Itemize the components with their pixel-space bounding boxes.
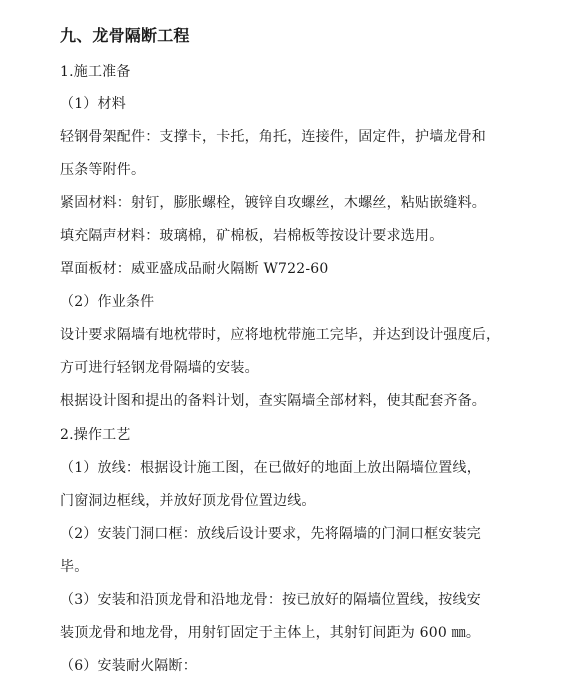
item-title-conditions: （2）作业条件 [60, 294, 155, 310]
paragraph-line: 根据设计图和提出的备料计划，查实隔墙全部材料，使其配套齐备。 [60, 393, 486, 409]
paragraph-line: （6）安装耐火隔断： [60, 658, 197, 674]
item-title-materials: （1）材料 [60, 96, 126, 112]
paragraph-line: 设计要求隔墙有地枕带时，应将地枕带施工完毕，并达到设计强度后， [60, 327, 501, 343]
paragraph-line: 方可进行轻钢龙骨隔墙的安装。 [60, 360, 259, 376]
section-heading: 九、龙骨隔断工程 [60, 26, 190, 45]
subsection-title-process: 2.操作工艺 [60, 427, 131, 443]
paragraph-line: （2）安装门洞口框：放线后设计要求，先将隔墙的门洞口框安装完 [60, 526, 481, 542]
subsection-title-preparation: 1.施工准备 [60, 64, 131, 80]
paragraph-line: 轻钢骨架配件：支撑卡，卡托，角托，连接件，固定件，护墙龙骨和 [60, 129, 486, 145]
paragraph-line: （1）放线：根据设计施工图，在已做好的地面上放出隔墙位置线， [60, 460, 481, 476]
paragraph-line: 装顶龙骨和地龙骨，用射钉固定于主体上，其射钉间距为 600 ㎜。 [60, 625, 481, 641]
paragraph-line: （3）安装和沿顶龙骨和沿地龙骨：按已放好的隔墙位置线，按线安 [60, 592, 481, 608]
paragraph-line: 紧固材料：射钉，膨胀螺栓，镀锌自攻螺丝，木螺丝，粘贴嵌缝料。 [60, 195, 486, 211]
paragraph-line: 填充隔声材料：玻璃棉，矿棉板，岩棉板等按设计要求选用。 [60, 228, 444, 244]
paragraph-line: 门窗洞边框线，并放好顶龙骨位置边线。 [60, 493, 316, 509]
paragraph-line: 压条等附件。 [60, 162, 146, 178]
paragraph-line: 毕。 [60, 559, 89, 575]
paragraph-line: 罩面板材：威亚盛成品耐火隔断 W722-60 [60, 261, 329, 277]
